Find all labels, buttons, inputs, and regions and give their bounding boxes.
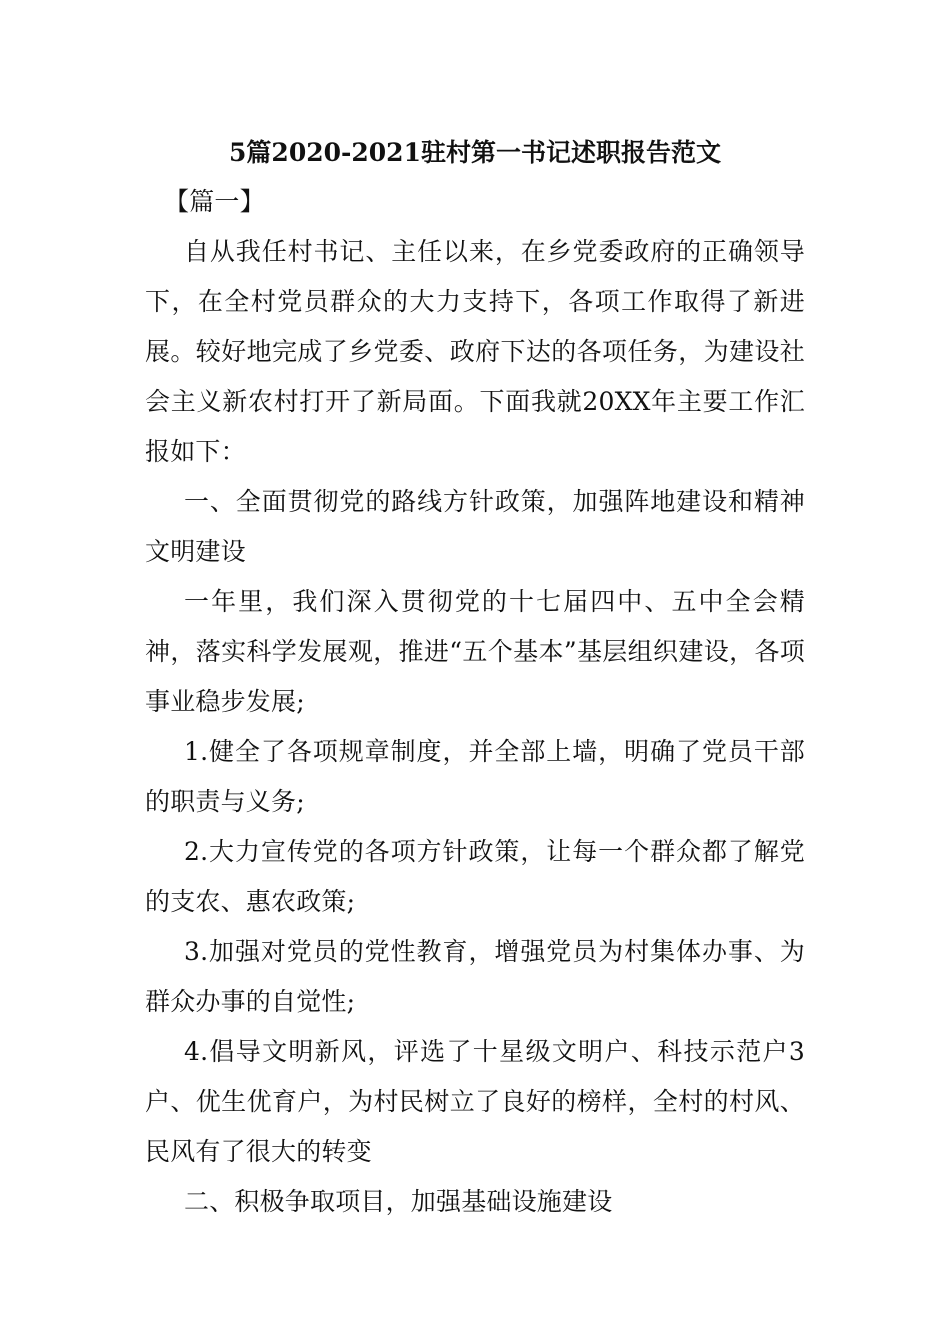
section-heading-part-one: 【篇一】 bbox=[164, 187, 265, 216]
list-item-2: 2.大力宣传党的各项方针政策，让每一个群众都了解党的支农、惠农政策; bbox=[145, 837, 805, 916]
paragraph-intro: 自从我任村书记、主任以来，在乡党委政府的正确领导下，在全村党员群众的大力支持下，各项工作取得了新进展。较好地完成了乡党委、政府下达的各项任务，为建设社会主义新农村打开了新局面。下面我就20XX年主要工作汇报如下： bbox=[145, 237, 805, 466]
document-title: 5篇2020-2021驻村第一书记述职报告范文 bbox=[229, 138, 721, 167]
list-item-4: 4.倡导文明新风，评选了十星级文明户、科技示范户3户、优生优育户，为村民树立了良好的榜样，全村的村风、民风有了很大的转变 bbox=[145, 1037, 805, 1166]
section-heading-one: 一、全面贯彻党的路线方针政策，加强阵地建设和精神文明建设 bbox=[145, 487, 805, 566]
section-heading-two: 二、积极争取项目，加强基础设施建设 bbox=[184, 1187, 613, 1216]
list-item-3: 3.加强对党员的党性教育，增强党员为村集体办事、为群众办事的自觉性; bbox=[145, 937, 805, 1016]
paragraph-year-summary: 一年里，我们深入贯彻党的十七届四中、五中全会精神，落实科学发展观，推进“五个基本”基层组织建设，各项事业稳步发展; bbox=[145, 587, 805, 716]
list-item-1: 1.健全了各项规章制度，并全部上墙，明确了党员干部的职责与义务; bbox=[145, 737, 805, 816]
